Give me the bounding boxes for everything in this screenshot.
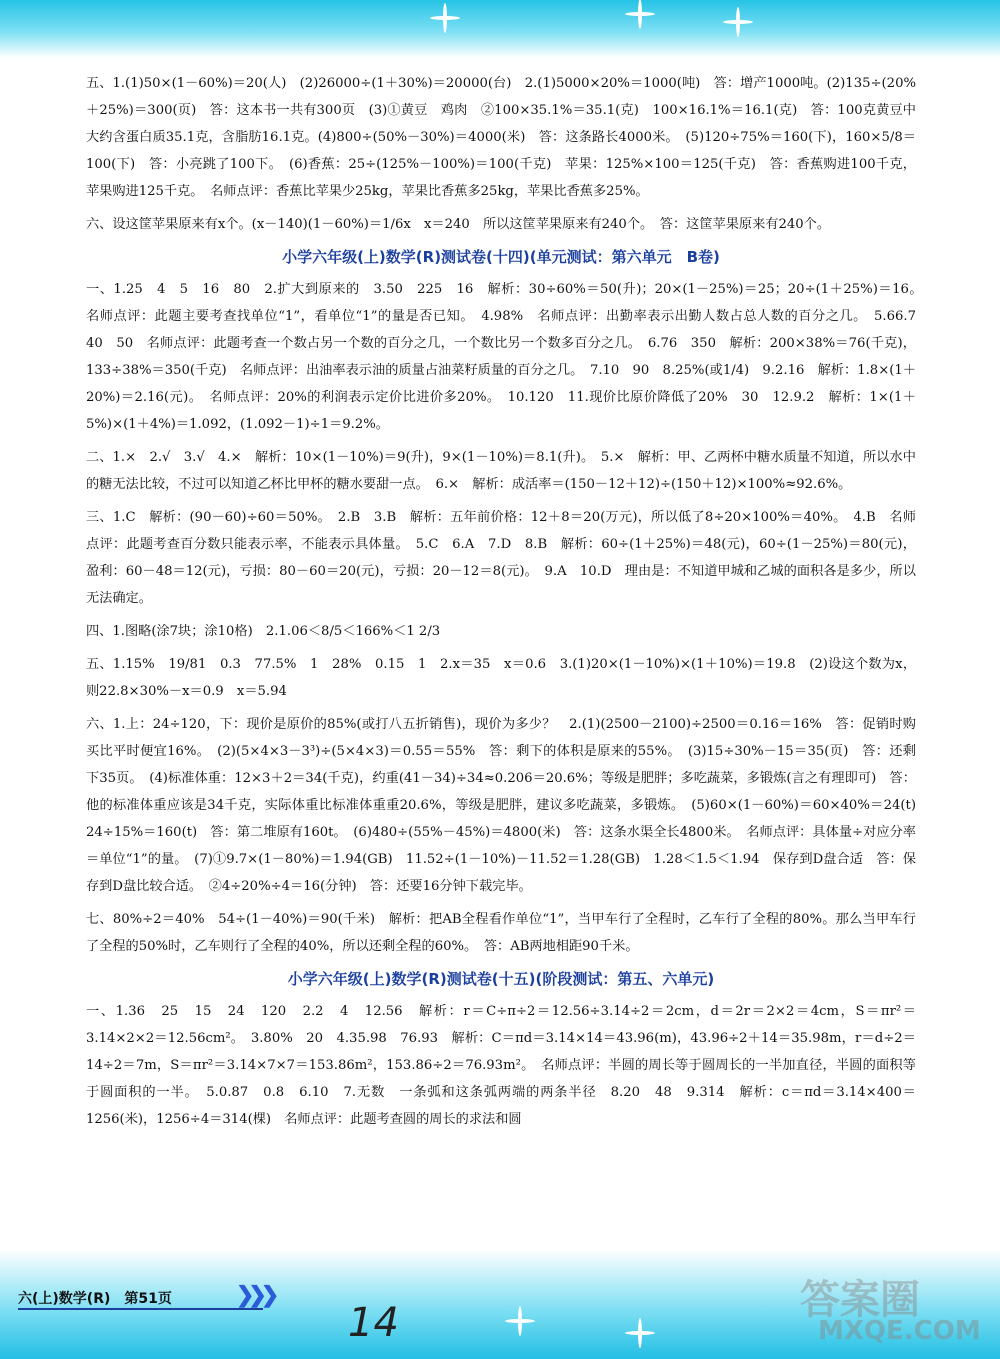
answer-content xyxy=(86,70,930,1139)
answers-part3 xyxy=(86,998,916,1133)
page-footer: 六(上)数学(R) 第51页 xyxy=(18,1291,172,1307)
answer-paragraph: 五、1.15% 19/81 0.3 77.5% 1 28% 0.15 1 2.x＝35 x＝0.6 3.(1)20×(1－10%)×(1＋10%)＝19.8 (2)设这个数为x，则22.8×30%－x＝0.9 x＝5.94 xyxy=(86,657,917,699)
answer-paragraph: 四、1.图略(涂7块；涂10格) 2.1.06＜8/5＜166%＜1 2/3 xyxy=(86,624,441,639)
top-decorative-band xyxy=(0,0,1000,58)
watermark-text: 答案圈 xyxy=(800,1277,920,1323)
answer-paragraph: 二、1.× 2.√ 3.√ 4.× 解析：10×(1－10%)＝9(升)，9×(1－10%)＝8.1(升)。 5.× 解析：甲、乙两杯中糖水质量不知道，所以水中的糖无法比较，不过可以知道乙杯比甲杯的糖水要甜一点。 6.× 解析：成活率＝(150－12＋12)÷(150＋12)×100%≈92.6%。 xyxy=(86,450,916,492)
handwritten-page-number: 14 xyxy=(348,1300,399,1346)
answers-part1 xyxy=(86,70,916,238)
section-title-15: 小学六年级(上)数学(R)测试卷(十五)(阶段测试：第五、六单元) xyxy=(287,970,715,988)
section-title-14: 小学六年级(上)数学(R)测试卷(十四)(单元测试：第六单元 B卷) xyxy=(282,248,720,266)
answer-paragraph: 一、1.25 4 5 16 80 2.扩大到原来的 3.50 225 16 解析：30÷60%＝50(升)；20×(1－25%)＝25；20÷(1＋25%)＝16。 名师点评：此题主要考查找单位“1”，看单位“1”的量是否已知。 4.98% 名师点评：出勤率表示出勤人数占总人数的百分之几。 5.66.7 40 50 名师点评：此题考查一个数占另一个数的百分之几，一个数比另一个数多百分之几。 6.76 350 解析：200×38%＝76(千克)，133÷38%＝350(千克) 名师点评：出油率表示油的质量占油菜籽质量的百分之几。 7.10 90 8.25%(或1/4) 9.2.16 解析：1.8×(1＋20%)＝2.16(元)。 名师点评：20%的利润表示定价比进价多20%。 10.120 11.现价比原价降低了20% 30 12.9.2 解析：1×(1＋5%)×(1＋4%)＝1.092，(1.092－1)÷1＝9.2%。 xyxy=(86,282,930,432)
answer-paragraph: 一、1.36 25 15 24 120 2.2 4 12.56 解析：r＝C÷π÷2＝12.56÷3.14÷2＝2cm，d＝2r＝2×2＝4cm，S＝πr²＝3.14×2×2＝12.56cm²。 3.80% 20 4.35.98 76.93 解析：C＝πd＝3.14×14＝43.96(m)，43.96÷2＋14＝35.98m，r＝d÷2＝14÷2＝7m，S＝πr²＝3.14×7×7＝153.86m²，153.86÷2＝76.93m²。 名师点评：半圆的周长等于圆周长的一半加直径，半圆的面积等于圆面积的一半。 5.0.87 0.8 6.10 7.无数 一条弧和这条弧两端的两条半径 8.20 48 9.314 解析：c＝πd＝3.14×400＝1256(米)，1256÷4＝314(棵) 名师点评：此题考查圆的周长的求法和圆 xyxy=(86,1004,916,1127)
watermark-url: MXQE.COM xyxy=(818,1316,981,1346)
footer-underline xyxy=(18,1308,263,1310)
watermark-logo xyxy=(800,1268,990,1353)
answers-part2 xyxy=(86,276,930,960)
double-chevron-right-icon: ❯❯❯ xyxy=(236,1282,274,1308)
answer-paragraph: 六、设这筐苹果原来有x个。(x－140)(1－60%)＝1/6x x＝240 所以这筐苹果原来有240个。 答：这筐苹果原来有240个。 xyxy=(86,217,831,232)
answer-paragraph: 三、1.C 解析：(90－60)÷60＝50%。 2.B 3.B 解析：五年前价格：12＋8＝20(万元)，所以低了8÷20×100%＝40%。 4.B 名师点评：此题考查百分数只能表示率，不能表示具体量。 5.C 6.A 7.D 8.B 解析：60÷(1＋25%)＝48(元)，60÷(1－25%)＝80(元)，盈利：60－48＝12(元)，亏损：80－60＝20(元)，亏损：20－12＝8(元)。 9.A 10.D 理由是：不知道甲城和乙城的面积各是多少，所以无法确定。 xyxy=(86,510,916,606)
answer-paragraph: 六、1.上：24÷120，下：现价是原价的85%(或打八五折销售)，现价为多少？ 2.(1)(2500－2100)÷2500＝0.16＝16% 答：促销时购买比平时便宜16%。 (2)(5×4×3－3³)÷(5×4×3)＝0.55＝55% 答：剩下的体积是原来的55%。 (3)15÷30%－15＝35(页) 答：还剩下35页。 (4)标准体重：12×3＋2＝34(千克)，约重(41－34)÷34≈0.206＝20.6%；等级是肥胖；多吃蔬菜，多锻炼(言之有理即可) 答：他的标准体重应该是34千克，实际体重比标准体重重20.6%，等级是肥胖，建议多吃蔬菜，多锻炼。 (5)60×(1－60%)＝60×40%＝24(t) 24÷15%＝160(t) 答：第二堆原有160t。 (6)480÷(55%－45%)＝4800(米) 答：这条水渠全长4800米。 名师点评：具体量÷对应分率＝单位“1”的量。 (7)①9.7×(1－80%)＝1.94(GB) 11.52÷(1－10%)－11.52＝1.28(GB) 1.28＜1.5＜1.94 保存到D盘合适 答：保存到D盘比较合适。 ②4÷20%÷4＝16(分钟) 答：还要16分钟下载完毕。 xyxy=(86,717,930,894)
answer-paragraph: 五、1.(1)50×(1－60%)＝20(人) (2)26000÷(1＋30%)＝20000(台) 2.(1)5000×20%＝1000(吨) 答：增产1000吨。(2)135÷(20%＋25%)＝300(页) 答：这本书一共有300页 (3)①黄豆 鸡肉 ②100×35.1%＝35.1(克) 100×16.1%＝16.1(克) 答：100克黄豆中大约含蛋白质35.1克，含脂肪16.1克。(4)800÷(50%－30%)＝4000(米) 答：这条路长4000米。 (5)120÷75%＝160(下)，160×5/8＝100(下) 答：小亮跳了100下。 (6)香蕉：25÷(125%－100%)＝100(千克) 苹果：125%×100＝125(千克) 答：香蕉购进100千克，苹果购进125千克。 名师点评：香蕉比苹果少25kg，苹果比香蕉多25kg，苹果比香蕉多25%。 xyxy=(86,76,916,199)
answer-paragraph: 七、80%÷2＝40% 54÷(1－40%)＝90(千米) 解析：把AB全程看作单位“1”，当甲车行了全程时，乙车行了全程的80%。那么当甲车行了全程的50%时，乙车则行了全程的40%，所以还剩全程的60%。 答：AB两地相距90千米。 xyxy=(86,912,916,954)
